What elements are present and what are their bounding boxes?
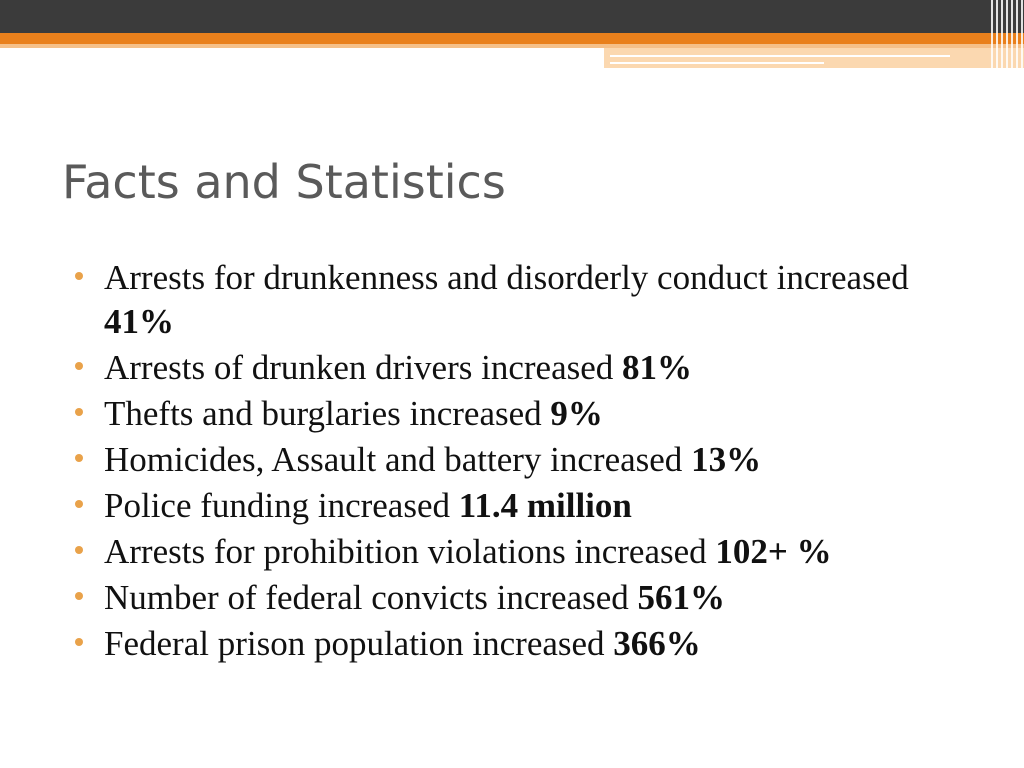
list-item — [74, 392, 974, 436]
bullet-dot-icon — [75, 408, 83, 416]
bullet-dot-icon — [75, 362, 83, 370]
list-item — [74, 346, 974, 390]
bullet-dot-icon — [75, 592, 83, 600]
item-value: 41% — [104, 302, 174, 341]
item-value: 561% — [637, 578, 726, 617]
header-orange-band — [0, 33, 1024, 44]
item-value: 81% — [622, 348, 693, 387]
list-item — [74, 576, 974, 620]
bullet-dot-icon — [75, 638, 83, 646]
header-accent-line — [610, 55, 950, 57]
item-text: Arrests of drunken drivers increased — [104, 348, 614, 387]
item-text: Police funding increased — [104, 486, 451, 525]
bullet-dot-icon — [75, 500, 83, 508]
slide-title: Facts and Statistics — [62, 155, 506, 209]
list-item — [74, 530, 974, 574]
header-dark-band — [0, 0, 1024, 33]
header-accent-line — [610, 62, 824, 64]
list-item — [74, 438, 974, 482]
item-value: 366% — [613, 624, 701, 663]
item-text: Arrests for drunkenness and disorderly conduct increased — [104, 258, 909, 297]
item-text: Homicides, Assault and battery increased — [104, 440, 683, 479]
item-value: 9% — [550, 394, 603, 433]
facts-list — [74, 256, 974, 668]
bullet-dot-icon — [75, 272, 83, 280]
bullet-dot-icon — [75, 454, 83, 462]
bullet-dot-icon — [75, 546, 83, 554]
item-text: Federal prison population increased — [104, 624, 605, 663]
item-value: 11.4 million — [458, 486, 632, 525]
list-item — [74, 256, 974, 344]
item-value: 102+ % — [715, 532, 832, 571]
item-text: Arrests for prohibition violations increased — [104, 532, 707, 571]
item-text: Number of federal convicts increased — [104, 578, 629, 617]
item-text: Thefts and burglaries increased — [104, 394, 542, 433]
list-item — [74, 484, 974, 528]
list-item — [74, 622, 974, 666]
header-stripes — [988, 0, 1024, 68]
item-value: 13% — [691, 440, 762, 479]
header-accent-block — [604, 48, 1024, 68]
